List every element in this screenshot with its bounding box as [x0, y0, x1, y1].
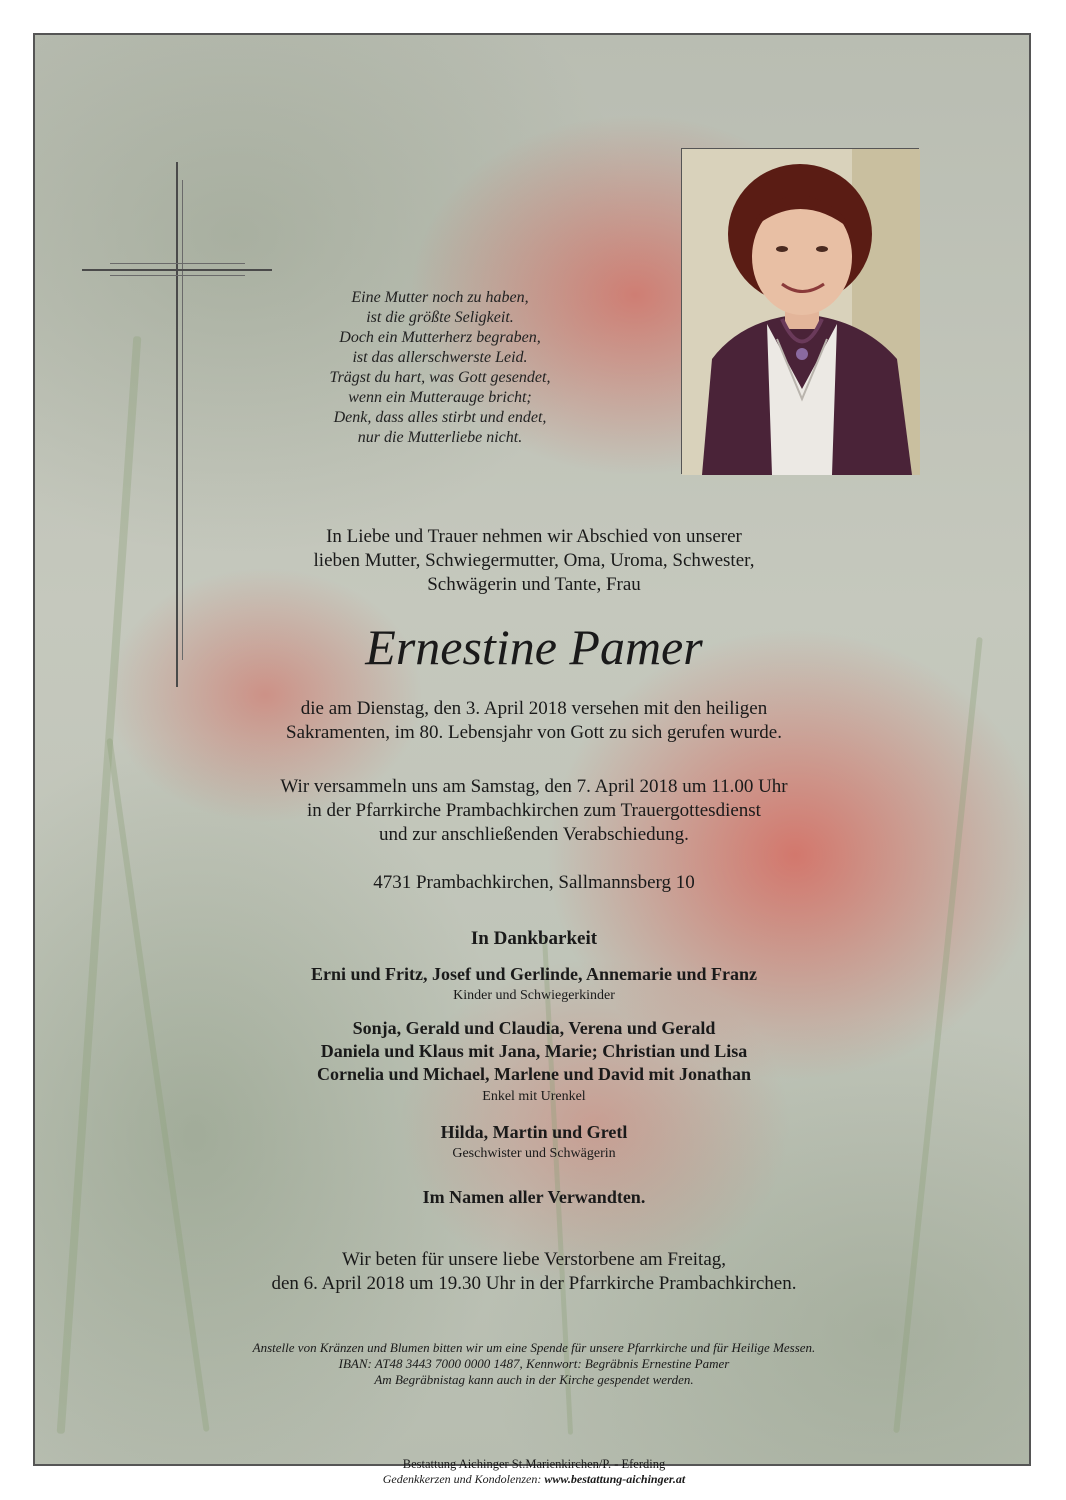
- family-name-line: Daniela und Klaus mit Jana, Marie; Christian und Lisa: [320, 1041, 748, 1061]
- deceased-name: Ernestine Pamer: [365, 619, 703, 675]
- poem-line: wenn ein Mutterauge bricht;: [348, 389, 532, 406]
- death-line: Sakramenten, im 80. Lebensjahr von Gott zu sich gerufen wurde.: [286, 722, 782, 743]
- service-line: Wir versammeln uns am Samstag, den 7. April 2018 um 11.00 Uhr: [280, 776, 788, 797]
- death-line: die am Dienstag, den 3. April 2018 versehen mit den heiligen: [300, 698, 768, 719]
- family-name-line: Hilda, Martin und Gretl: [440, 1122, 628, 1142]
- donation-line: IBAN: AT48 3443 7000 0000 1487, Kennwort: Begräbnis Ernestine Pamer: [338, 1356, 730, 1371]
- condolence-label: Gedenkkerzen und Kondolenzen:: [382, 1472, 542, 1486]
- prayer-line: Wir beten für unsere liebe Verstorbene am Freitag,: [341, 1249, 727, 1270]
- family-name-line: Cornelia und Michael, Marlene und David mit Jonathan: [316, 1064, 752, 1084]
- donation-note: [35, 1340, 1033, 1388]
- prayer-info: [35, 1248, 1033, 1296]
- portrait-illustration: [682, 149, 920, 475]
- portrait-photo: [681, 148, 919, 474]
- intro-text: [35, 525, 1033, 597]
- donation-line: Anstelle von Kränzen und Blumen bitten wir um eine Spende für unsere Pfarrkirche und für Heilige Messen.: [252, 1340, 816, 1355]
- service-line: und zur anschließenden Verabschiedung.: [379, 824, 689, 845]
- poem-line: Denk, dass alles stirbt und endet,: [333, 409, 547, 426]
- poem-line: ist das allerschwerste Leid.: [352, 349, 528, 366]
- service-line: in der Pfarrkirche Prambachkirchen zum Trauergottesdienst: [307, 800, 761, 821]
- poem-line: nur die Mutterliebe nicht.: [357, 429, 523, 446]
- family-relation: Kinder und Schwiegerkinder: [453, 988, 615, 1003]
- family-relation: Geschwister und Schwägerin: [452, 1146, 616, 1161]
- intro-line: Schwägerin und Tante, Frau: [427, 574, 641, 595]
- funeral-home: Bestattung Aichinger St.Marienkirchen/P. - Eferding: [402, 1457, 666, 1471]
- intro-line: lieben Mutter, Schwiegermutter, Oma, Uroma, Schwester,: [313, 550, 755, 571]
- obituary-frame: [33, 33, 1031, 1486]
- prayer-line: den 6. April 2018 um 19.30 Uhr in der Pfarrkirche Prambachkirchen.: [271, 1273, 797, 1294]
- condolence-line: [35, 1472, 1033, 1487]
- donation-line: Am Begräbnistag kann auch in der Kirche gespendet werden.: [374, 1372, 694, 1387]
- family-name-line: Erni und Fritz, Josef und Gerlinde, Annemarie und Franz: [310, 964, 758, 984]
- poem-line: Trägst du hart, was Gott gesendet,: [329, 369, 551, 386]
- poem-line: Eine Mutter noch zu haben,: [351, 289, 529, 306]
- service-info: [35, 775, 1033, 847]
- family-names: [35, 1121, 1033, 1143]
- all-relatives: Im Namen aller Verwandten.: [422, 1187, 646, 1207]
- family-name-line: Sonja, Gerald und Claudia, Verena und Gerald: [352, 1018, 716, 1038]
- intro-line: In Liebe und Trauer nehmen wir Abschied von unserer: [326, 526, 742, 547]
- poem-line: ist die größte Seligkeit.: [366, 309, 514, 326]
- family-names: [35, 963, 1033, 985]
- poem: [275, 288, 605, 448]
- death-notice: [35, 697, 1033, 745]
- family-relation: Enkel mit Urenkel: [482, 1089, 586, 1104]
- family-names: [35, 1017, 1033, 1086]
- condolence-link[interactable]: www.bestattung-aichinger.at: [544, 1472, 686, 1486]
- poem-line: Doch ein Mutterherz begraben,: [339, 329, 541, 346]
- thanks-heading: In Dankbarkeit: [470, 928, 598, 949]
- address: 4731 Prambachkirchen, Sallmannsberg 10: [373, 872, 695, 893]
